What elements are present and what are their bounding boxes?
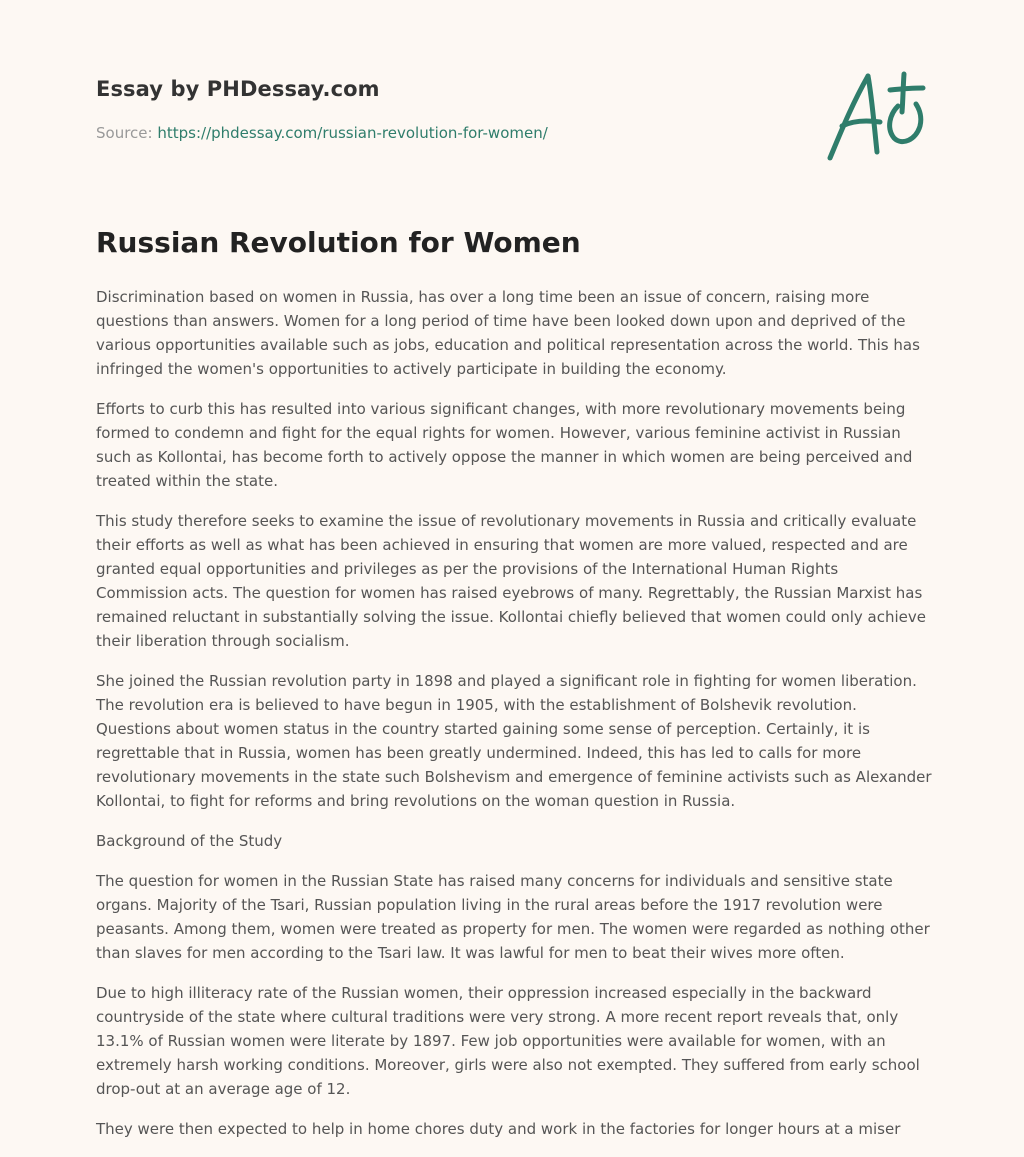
site-brand: Essay by PHDessay.com <box>96 77 380 101</box>
source-link[interactable]: https://phdessay.com/russian-revolution-for-women/ <box>157 124 548 142</box>
a-plus-grade-icon <box>822 66 930 166</box>
essay-paragraph: Discrimination based on women in Russia, has over a long time been an issue of concern, raising more questions than answers. Women for a long period of time have been looked down upon and deprived of the various opportunities available such as jobs, education and political representation across the world. This has infringed the women's opportunities to actively participate in building the economy. <box>96 288 920 378</box>
essay-paragraph: This study therefore seeks to examine the issue of revolutionary movements in Russia and critically evaluate their efforts as well as what has been achieved in ensuring that women are more valued, respected and are granted equal opportunities and privileges as per the provisions of the International Human Rights Commission acts. The question for women has raised eyebrows of many. Regrettably, the Russian Marxist has remained reluctant in substantially solving the issue. Kollontai chiefly believed that women could only achieve their liberation through socialism. <box>96 512 927 650</box>
essay-paragraph: The question for women in the Russian State has raised many concerns for individuals and sensitive state organs. Majority of the Tsari, Russian population living in the rural areas before the 1917 revolution were peasants. Among them, women were treated as property for men. The women were regarded as nothing other than slaves for men according to the Tsari law. It was lawful for men to beat their wives more often. <box>96 872 930 962</box>
essay-paragraph: She joined the Russian revolution party in 1898 and played a significant role in fighting for women liberation. The revolution era is believed to have begun in 1905, with the establishment of Bolshevik revolution. Questions about women status in the country started gaining some sense of perception. Certainly, it is regrettable that in Russia, women has been greatly undermined. Indeed, this has led to calls for more revolutionary movements in the state such Bolshevism and emergence of feminine activists such as Alexander Kollontai, to fight for reforms and bring revolutions on the woman question in Russia. <box>96 672 932 810</box>
essay-paragraph: Efforts to curb this has resulted into various significant changes, with more revolutionary movements being formed to condemn and fight for the equal rights for women. However, various feminine activist in Russian such as Kollontai, has become forth to actively oppose the manner in which women are being perceived and treated within the state. <box>96 400 913 490</box>
essay-title: Russian Revolution for Women <box>96 226 581 259</box>
essay-paragraph: They were then expected to help in home chores duty and work in the factories for longer hours at a miser <box>96 1120 901 1138</box>
section-heading: Background of the Study <box>96 832 283 850</box>
essay-paragraph: Due to high illiteracy rate of the Russian women, their oppression increased especially in the backward countryside of the state where cultural traditions were very strong. A more recent report reveals that, only 13.1% of Russian women were literate by 1897. Few job opportunities were available for women, with an extremely harsh working conditions. Moreover, girls were also not exempted. They suffered from early school drop-out at an average age of 12. <box>96 984 920 1098</box>
source-label: Source: <box>96 124 153 142</box>
essay-body <box>96 285 932 1157</box>
source-line <box>96 124 548 142</box>
